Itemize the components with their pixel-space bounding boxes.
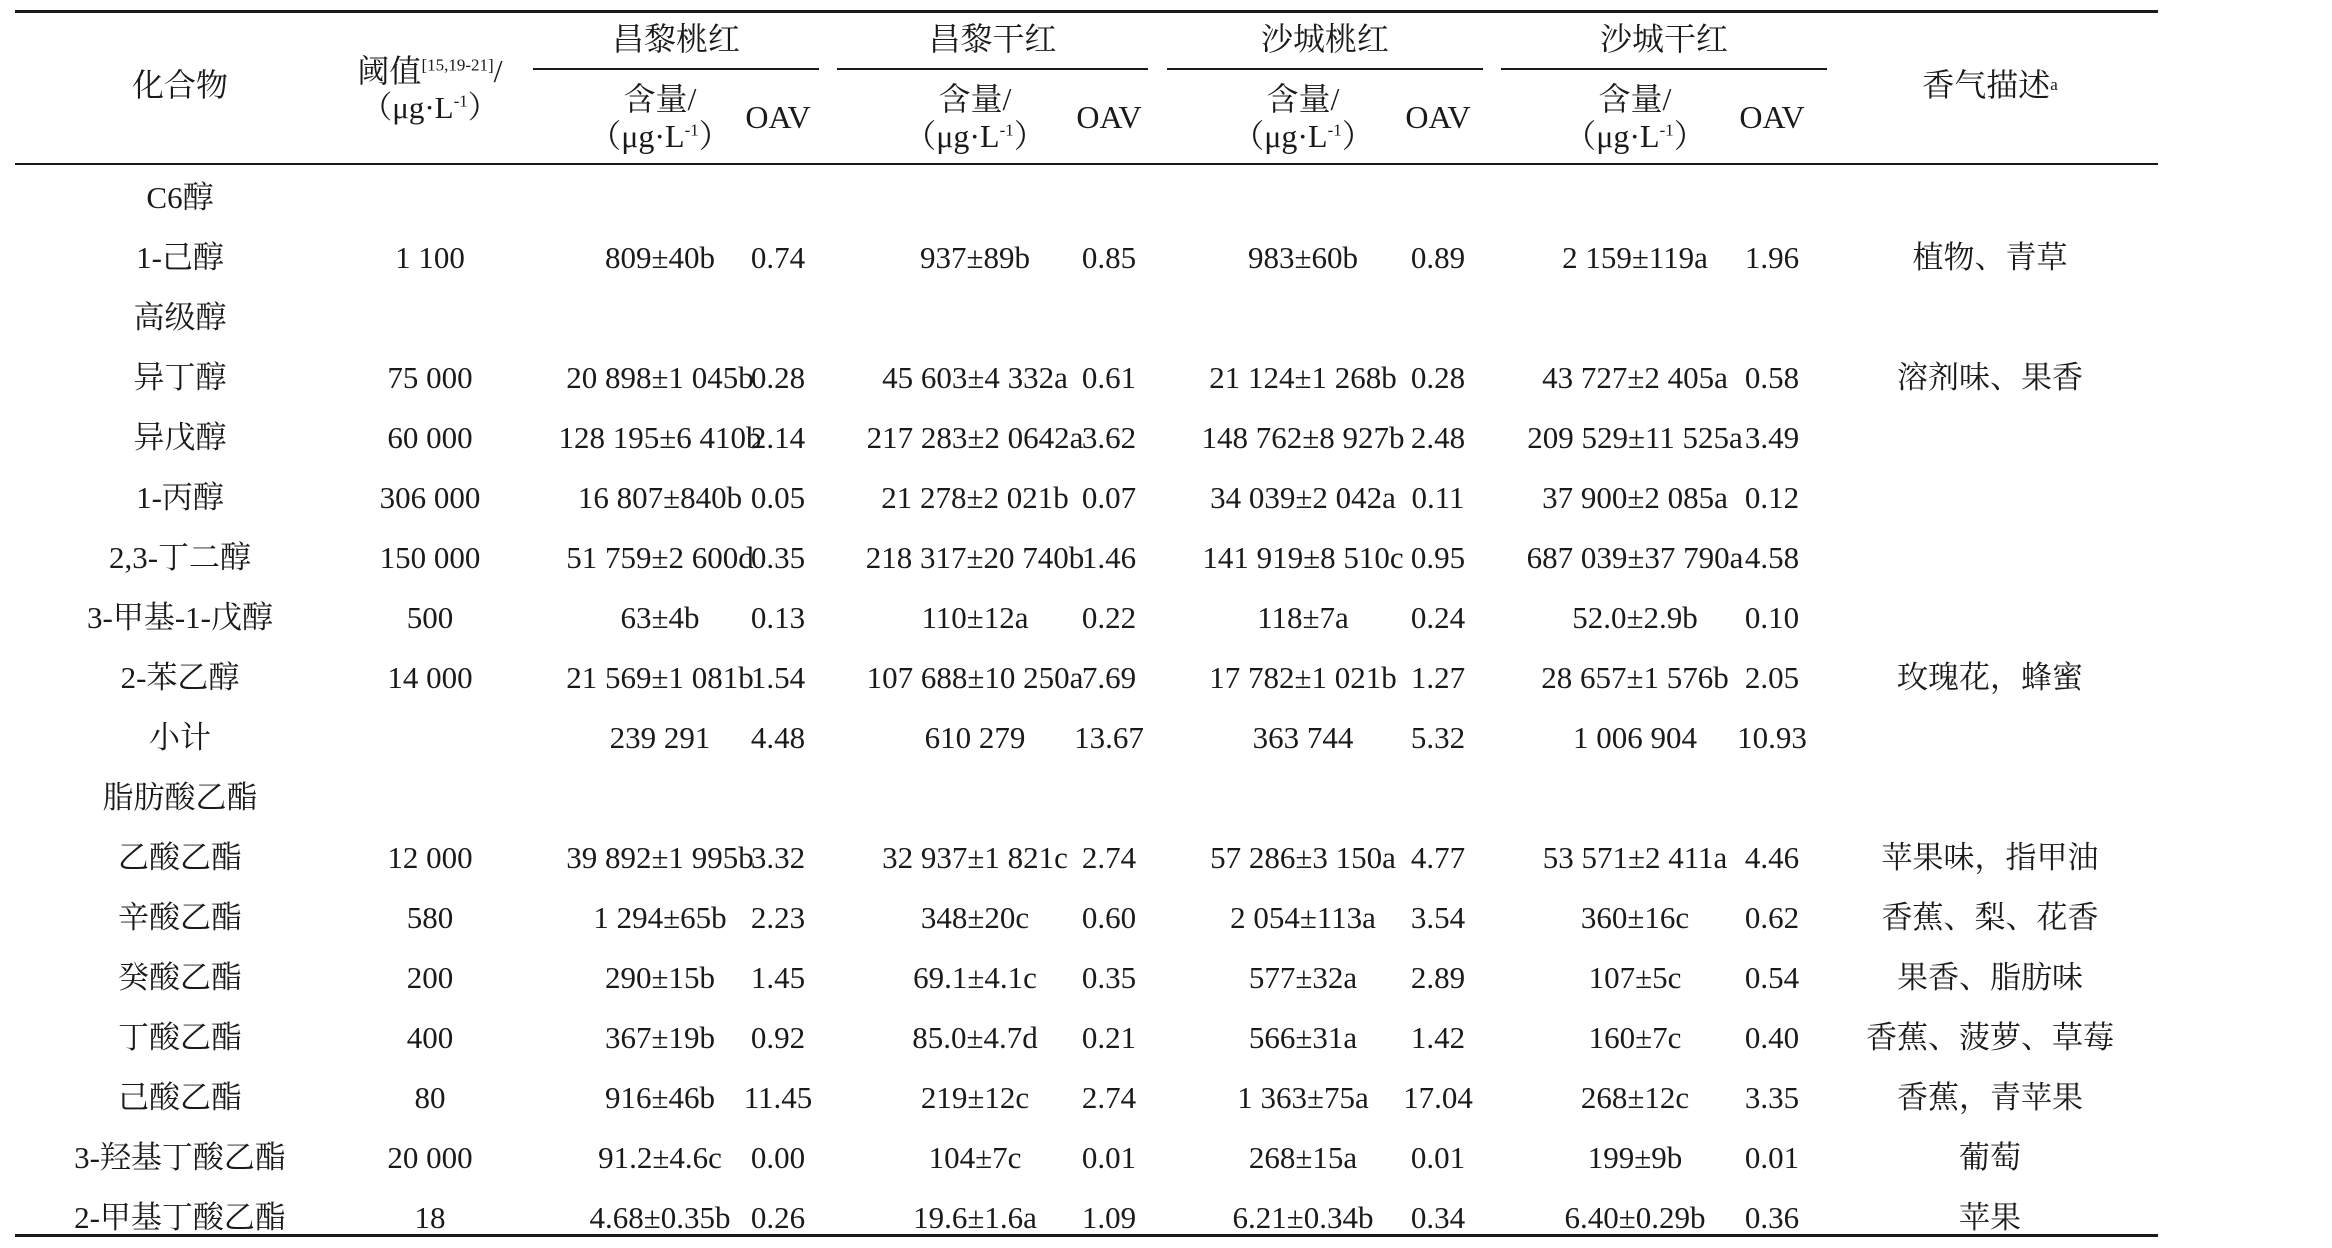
oav-cell: 0.07 [1081, 480, 1137, 516]
threshold-cell: 580 [406, 900, 454, 936]
oav-cell: 0.22 [1081, 600, 1137, 636]
content-cell: 21 278±2 021b [881, 480, 1069, 516]
content-cell: 45 603±4 332a [882, 360, 1068, 396]
content-cell: 610 279 [924, 720, 1026, 756]
oav-cell: 10.93 [1737, 720, 1807, 756]
oav-header-1: OAV [745, 98, 811, 135]
unit-close: ） [698, 118, 731, 154]
content-cell: 141 919±8 510c [1202, 540, 1404, 576]
oav-cell: 0.40 [1744, 1020, 1800, 1056]
threshold-cell: 150 000 [379, 540, 481, 576]
oav-cell: 1.27 [1410, 660, 1466, 696]
threshold-slash: / [493, 52, 503, 89]
content-unit [1232, 118, 1374, 155]
oav-cell: 0.01 [1081, 1140, 1137, 1176]
group-underline-3 [1167, 68, 1483, 70]
content-cell: 6.40±0.29b [1564, 1200, 1706, 1236]
unit-exponent: -1 [1327, 120, 1342, 140]
content-cell: 2 159±119a [1562, 240, 1708, 276]
oav-cell: 0.89 [1410, 240, 1466, 276]
compound-cell: 小计 [149, 720, 211, 756]
threshold-cell: 12 000 [387, 840, 473, 876]
compound-cell: 丁酸乙酯 [118, 1020, 242, 1056]
content-cell: 937±89b [919, 240, 1030, 276]
aroma-cell: 香蕉、梨、花香 [1881, 900, 2099, 936]
content-cell: 148 762±8 927b [1201, 420, 1405, 456]
oav-cell: 2.74 [1081, 840, 1137, 876]
oav-cell: 13.67 [1074, 720, 1144, 756]
unit-exponent: -1 [1659, 120, 1674, 140]
content-cell: 577±32a [1248, 960, 1358, 996]
content-cell: 6.21±0.34b [1232, 1200, 1374, 1236]
content-cell: 1 006 904 [1573, 720, 1697, 756]
unit-text: （μg·L [1232, 118, 1328, 154]
aroma-cell: 葡萄 [1959, 1140, 2021, 1176]
content-cell: 28 657±1 576b [1541, 660, 1729, 696]
content-cell: 43 727±2 405a [1542, 360, 1728, 396]
unit-close: ） [467, 89, 499, 125]
content-unit [1564, 118, 1706, 155]
compound-cell: 1-己醇 [136, 240, 224, 276]
oav-cell: 2.14 [750, 420, 806, 456]
oav-cell: 0.00 [750, 1140, 806, 1176]
oav-cell: 1.45 [750, 960, 806, 996]
compound-cell: 异丁醇 [133, 360, 227, 396]
threshold-cell: 75 000 [387, 360, 473, 396]
oav-cell: 0.60 [1081, 900, 1137, 936]
content-unit [589, 118, 731, 155]
oav-cell: 0.35 [750, 540, 806, 576]
top-rule [15, 10, 2158, 13]
oav-cell: 7.69 [1081, 660, 1137, 696]
oav-cell: 3.32 [750, 840, 806, 876]
content-cell: 290±15b [604, 960, 715, 996]
content-cell: 348±20c [920, 900, 1030, 936]
content-label: 含量/ [1598, 81, 1672, 118]
oav-cell: 5.32 [1410, 720, 1466, 756]
oav-cell: 0.54 [1744, 960, 1800, 996]
content-cell: 63±4b [620, 600, 700, 636]
content-cell: 983±60b [1247, 240, 1358, 276]
oav-cell: 4.48 [750, 720, 806, 756]
oav-cell: 2.05 [1744, 660, 1800, 696]
threshold-cell: 20 000 [387, 1140, 473, 1176]
content-cell: 809±40b [604, 240, 715, 276]
compound-cell: 2-苯乙醇 [120, 660, 240, 696]
threshold-cell: 500 [406, 600, 454, 636]
oav-cell: 1.54 [750, 660, 806, 696]
content-cell: 107 688±10 250a [866, 660, 1084, 696]
content-cell: 21 124±1 268b [1209, 360, 1397, 396]
oav-cell: 0.95 [1410, 540, 1466, 576]
content-cell: 39 892±1 995b [566, 840, 754, 876]
compound-cell: 癸酸乙酯 [118, 960, 242, 996]
unit-close: ） [1341, 118, 1374, 154]
aroma-cell: 果香、脂肪味 [1897, 960, 2083, 996]
oav-cell: 0.36 [1744, 1200, 1800, 1236]
oav-cell: 11.45 [743, 1080, 813, 1116]
threshold-cell: 200 [406, 960, 454, 996]
threshold-cell: 80 [414, 1080, 446, 1116]
compound-cell: 3-甲基-1-戊醇 [87, 600, 273, 636]
oav-cell: 0.35 [1081, 960, 1137, 996]
compound-cell: 3-羟基丁酸乙酯 [74, 1140, 286, 1176]
aroma-cell: 香蕉、菠萝、草莓 [1866, 1020, 2114, 1056]
aroma-cell: 溶剂味、果香 [1897, 360, 2083, 396]
oav-cell: 2.89 [1410, 960, 1466, 996]
content-cell: 53 571±2 411a [1542, 840, 1728, 876]
oav-cell: 0.13 [750, 600, 806, 636]
content-cell: 20 898±1 045b [566, 360, 754, 396]
content-cell: 199±9b [1587, 1140, 1683, 1176]
oav-header-3: OAV [1405, 98, 1471, 135]
oav-cell: 0.92 [750, 1020, 806, 1056]
oav-cell: 1.46 [1081, 540, 1137, 576]
content-cell: 52.0±2.9b [1572, 600, 1698, 636]
content-cell: 687 039±37 790a [1526, 540, 1744, 576]
group-header-1: 昌黎桃红 [611, 20, 740, 57]
content-cell: 268±15a [1248, 1140, 1358, 1176]
aroma-cell: 植物、青草 [1912, 240, 2068, 276]
header-threshold [355, 44, 505, 134]
oav-cell: 1.42 [1410, 1020, 1466, 1056]
content-cell: 239 291 [609, 720, 711, 756]
oav-cell: 0.61 [1081, 360, 1137, 396]
group-header-4: 沙城干红 [1599, 20, 1728, 57]
compound-cell: 辛酸乙酯 [118, 900, 242, 936]
compound-cell: 2-甲基丁酸乙酯 [74, 1200, 286, 1236]
content-cell: 219±12c [920, 1080, 1030, 1116]
unit-text: （μg·L [361, 89, 454, 125]
oav-cell: 3.54 [1410, 900, 1466, 936]
oav-cell: 0.01 [1744, 1140, 1800, 1176]
threshold-line [357, 53, 502, 90]
compound-cell: 1-丙醇 [136, 480, 224, 516]
oav-cell: 3.35 [1744, 1080, 1800, 1116]
header-aroma: 香气描述 a [1922, 66, 2058, 103]
group-header-3: 沙城桃红 [1260, 20, 1389, 57]
content-cell: 128 195±6 410b [558, 420, 762, 456]
oav-cell: 2.74 [1081, 1080, 1137, 1116]
oav-cell: 0.24 [1410, 600, 1466, 636]
compound-cell: 己酸乙酯 [118, 1080, 242, 1116]
content-cell: 209 529±11 525a [1527, 420, 1743, 456]
oav-cell: 1.96 [1744, 240, 1800, 276]
content-cell: 1 294±65b [593, 900, 727, 936]
content-cell: 69.1±4.1c [913, 960, 1037, 996]
aroma-cell: 玫瑰花，蜂蜜 [1897, 660, 2083, 696]
category-label: 高级醇 [133, 300, 227, 336]
category-label: C6醇 [146, 180, 214, 216]
aroma-label: 香气描述 [1922, 66, 2051, 103]
unit-exponent: -1 [684, 120, 699, 140]
compound-cell: 异戊醇 [133, 420, 227, 456]
content-cell: 16 807±840b [577, 480, 743, 516]
oav-header-4: OAV [1739, 98, 1805, 135]
group-underline-1 [533, 68, 819, 70]
threshold-reference: [15,19-21] [421, 55, 494, 75]
group-underline-2 [837, 68, 1148, 70]
compound-cell: 乙酸乙酯 [118, 840, 242, 876]
oav-cell: 0.34 [1410, 1200, 1466, 1236]
oav-cell: 0.85 [1081, 240, 1137, 276]
threshold-cell: 18 [414, 1200, 446, 1236]
oav-cell: 1.09 [1081, 1200, 1137, 1236]
unit-text: （μg·L [1564, 118, 1660, 154]
content-label: 含量/ [623, 81, 697, 118]
group-header-2: 昌黎干红 [928, 20, 1057, 57]
oav-cell: 4.77 [1410, 840, 1466, 876]
oav-cell: 3.49 [1744, 420, 1800, 456]
content-cell: 268±12c [1580, 1080, 1690, 1116]
content-cell: 32 937±1 821c [882, 840, 1068, 876]
content-cell: 107±5c [1588, 960, 1682, 996]
content-cell: 110±12a [921, 600, 1029, 636]
content-cell: 566±31a [1248, 1020, 1358, 1056]
content-label: 含量/ [938, 81, 1012, 118]
header-bottom-rule [15, 163, 2158, 165]
oav-cell: 2.48 [1410, 420, 1466, 456]
threshold-cell: 60 000 [387, 420, 473, 456]
oav-cell: 0.01 [1410, 1140, 1466, 1176]
content-cell: 17 782±1 021b [1209, 660, 1397, 696]
unit-exponent: -1 [453, 91, 468, 111]
oav-cell: 17.04 [1403, 1080, 1473, 1116]
unit-text: （μg·L [904, 118, 1000, 154]
oav-cell: 4.58 [1744, 540, 1800, 576]
content-cell: 916±46b [604, 1080, 715, 1116]
oav-cell: 0.21 [1081, 1020, 1137, 1056]
content-cell: 217 283±2 0642a [866, 420, 1084, 456]
compound-cell: 2,3-丁二醇 [108, 540, 252, 576]
oav-cell: 0.12 [1744, 480, 1800, 516]
oav-cell: 2.23 [750, 900, 806, 936]
content-cell: 37 900±2 085a [1542, 480, 1728, 516]
oav-cell: 0.28 [750, 360, 806, 396]
content-cell: 363 744 [1252, 720, 1354, 756]
content-cell: 367±19b [604, 1020, 715, 1056]
threshold-unit [361, 90, 499, 126]
content-cell: 19.6±1.6a [913, 1200, 1037, 1236]
content-cell: 2 054±113a [1230, 900, 1376, 936]
content-cell: 4.68±0.35b [589, 1200, 731, 1236]
threshold-cell: 400 [406, 1020, 454, 1056]
content-cell: 51 759±2 600d [566, 540, 754, 576]
aroma-cell: 香蕉，青苹果 [1897, 1080, 2083, 1116]
oav-header-2: OAV [1076, 98, 1142, 135]
content-cell: 21 569±1 081b [566, 660, 754, 696]
content-cell: 57 286±3 150a [1210, 840, 1396, 876]
threshold-cell: 306 000 [379, 480, 481, 516]
content-label: 含量/ [1266, 81, 1340, 118]
oav-cell: 4.46 [1744, 840, 1800, 876]
oav-cell: 0.10 [1744, 600, 1800, 636]
content-cell: 1 363±75a [1237, 1080, 1369, 1116]
threshold-label: 阈值 [357, 52, 422, 89]
content-cell: 160±7c [1588, 1020, 1682, 1056]
oav-cell: 0.62 [1744, 900, 1800, 936]
unit-text: （μg·L [589, 118, 685, 154]
category-label: 脂肪酸乙酯 [102, 780, 258, 816]
content-unit [904, 118, 1046, 155]
content-cell: 104±7c [928, 1140, 1022, 1176]
aroma-cell: 苹果味，指甲油 [1881, 840, 2099, 876]
threshold-cell: 1 100 [395, 240, 465, 276]
header-compound: 化合物 [131, 66, 228, 103]
oav-cell: 0.11 [1411, 480, 1465, 516]
threshold-cell: 14 000 [387, 660, 473, 696]
aroma-cell: 苹果 [1959, 1200, 2021, 1236]
content-cell: 360±16c [1580, 900, 1690, 936]
oav-cell: 0.74 [750, 240, 806, 276]
group-underline-4 [1501, 68, 1827, 70]
oav-cell: 3.62 [1081, 420, 1137, 456]
content-cell: 218 317±20 740b [865, 540, 1085, 576]
oav-cell: 0.26 [750, 1200, 806, 1236]
content-cell: 91.2±4.6c [598, 1140, 722, 1176]
content-cell: 118±7a [1257, 600, 1349, 636]
unit-close: ） [1013, 118, 1046, 154]
oav-cell: 0.05 [750, 480, 806, 516]
unit-exponent: -1 [999, 120, 1014, 140]
oav-cell: 0.28 [1410, 360, 1466, 396]
unit-close: ） [1673, 118, 1706, 154]
content-cell: 34 039±2 042a [1210, 480, 1396, 516]
content-cell: 85.0±4.7d [912, 1020, 1038, 1056]
oav-cell: 0.58 [1744, 360, 1800, 396]
